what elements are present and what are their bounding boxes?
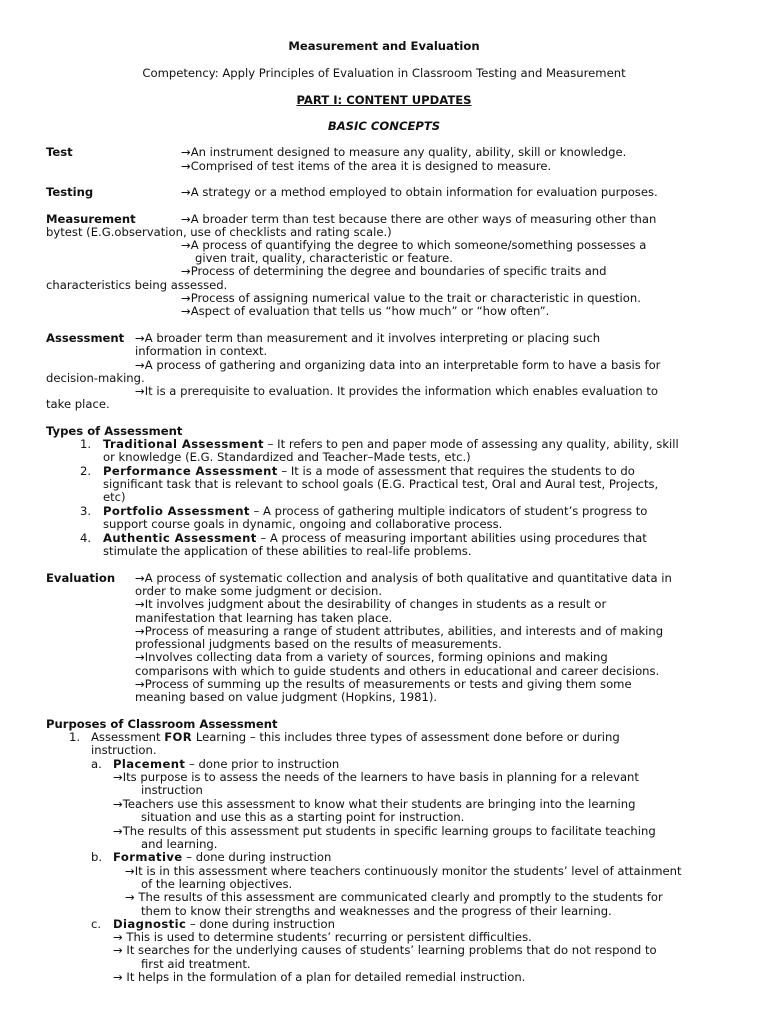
list-item bbox=[103, 504, 647, 518]
part-heading: PART I: CONTENT UPDATES bbox=[296, 93, 472, 107]
type-text: – It refers to pen and paper mode of assessing any quality, ability, skill bbox=[264, 437, 679, 451]
sub-desc: – done during instruction bbox=[186, 917, 335, 931]
formative-line: → The results of this assessment are communicated clearly and promptly to the students for bbox=[125, 890, 663, 904]
type-text: – It is a mode of assessment that requires the students to do bbox=[277, 464, 635, 478]
type-name: Portfolio Assessment bbox=[103, 504, 250, 518]
evaluation-line: meaning based on value judgment (Hopkins, 1981). bbox=[135, 690, 438, 704]
diagnostic-line: first aid treatment. bbox=[141, 957, 251, 971]
evaluation-line: →Process of measuring a range of student attributes, abilities, and interests and of making bbox=[135, 624, 664, 638]
purposes-heading: Purposes of Classroom Assessment bbox=[46, 717, 278, 731]
type-text-cont: or knowledge (E.G. Standardized and Teacher–Made tests, etc.) bbox=[103, 450, 471, 464]
purpose-item bbox=[91, 730, 620, 744]
sub-item-placement bbox=[113, 757, 339, 771]
placement-line: →Its purpose is to assess the needs of the learners to have basis in planning for a relevant bbox=[113, 770, 639, 784]
purpose-pre: Assessment bbox=[91, 730, 165, 744]
sub-letter: b. bbox=[91, 850, 103, 864]
measurement-line: characteristics being assessed. bbox=[46, 278, 228, 292]
sub-desc: – done prior to instruction bbox=[185, 757, 340, 771]
list-number: 4. bbox=[80, 531, 92, 545]
sub-desc: – done during instruction bbox=[182, 850, 332, 864]
type-name: Performance Assessment bbox=[103, 464, 278, 478]
diagnostic-line: → This is used to determine students’ recurring or persistent difficulties. bbox=[113, 930, 532, 944]
type-name: Traditional Assessment bbox=[103, 437, 264, 451]
measurement-line: →Process of assigning numerical value to the trait or characteristic in question. bbox=[181, 291, 641, 305]
evaluation-line: →A process of systematic collection and analysis of both qualitative and quantitative data in bbox=[135, 571, 672, 585]
basic-concepts-heading: BASIC CONCEPTS bbox=[327, 119, 441, 133]
type-name: Authentic Assessment bbox=[103, 531, 257, 545]
sub-letter: a. bbox=[91, 757, 102, 771]
test-line: →An instrument designed to measure any quality, ability, skill or knowledge. bbox=[181, 145, 627, 159]
placement-line: and learning. bbox=[141, 837, 218, 851]
list-item bbox=[103, 437, 679, 451]
assessment-line: →It is a prerequisite to evaluation. It provides the information which enables evaluation to bbox=[135, 384, 658, 398]
types-heading: Types of Assessment bbox=[46, 424, 183, 438]
sub-letter: c. bbox=[91, 917, 102, 931]
diagnostic-line: → It searches for the underlying causes of students’ learning problems that do not respond to bbox=[113, 943, 657, 957]
measurement-line: →A broader term than test because there are other ways of measuring other than bbox=[181, 212, 657, 226]
sub-item-formative bbox=[113, 850, 331, 864]
placement-line: instruction bbox=[141, 783, 203, 797]
type-text-cont: significant task that is relevant to school goals (E.G. Practical test, Oral and Aural test, Projects, bbox=[103, 477, 659, 491]
term-evaluation: Evaluation bbox=[46, 571, 116, 585]
list-item bbox=[103, 531, 647, 545]
measurement-line: →A process of quantifying the degree to which someone/something possesses a bbox=[181, 238, 647, 252]
assessment-line: decision-making. bbox=[46, 371, 145, 385]
term-measurement: Measurement bbox=[46, 212, 136, 226]
list-item bbox=[103, 464, 635, 478]
term-testing: Testing bbox=[46, 185, 94, 199]
assessment-line: information in context. bbox=[135, 344, 268, 358]
type-text-cont: support course goals in dynamic, ongoing and collaborative process. bbox=[103, 517, 503, 531]
measurement-line: given trait, quality, characteristic or feature. bbox=[195, 251, 453, 265]
sub-name: Placement bbox=[113, 757, 186, 771]
type-text-cont: stimulate the application of these abilities to real-life problems. bbox=[103, 544, 472, 558]
type-text-cont: etc) bbox=[103, 490, 126, 504]
purpose-cont: instruction. bbox=[91, 743, 157, 757]
sub-name: Diagnostic bbox=[113, 917, 187, 931]
list-number: 3. bbox=[80, 504, 92, 518]
assessment-line: take place. bbox=[46, 397, 110, 411]
evaluation-line: →It involves judgment about the desirability of changes in students as a result or bbox=[135, 597, 607, 611]
formative-line: them to know their strengths and weaknesses and the progress of their learning. bbox=[141, 904, 612, 918]
list-number: 1. bbox=[80, 437, 92, 451]
term-assessment: Assessment bbox=[46, 331, 125, 345]
evaluation-line: order to make some judgment or decision. bbox=[135, 584, 383, 598]
assessment-line: →A process of gathering and organizing data into an interpretable form to have a basis for bbox=[135, 358, 661, 372]
evaluation-line: manifestation that learning has taken place. bbox=[135, 611, 393, 625]
type-text: – A process of measuring important abilities using procedures that bbox=[256, 531, 647, 545]
type-text: – A process of gathering multiple indicators of student’s progress to bbox=[249, 504, 648, 518]
evaluation-line: →Process of summing up the results of measurements or tests and giving them some bbox=[135, 677, 632, 691]
sub-name: Formative bbox=[113, 850, 183, 864]
sub-item-diagnostic bbox=[113, 917, 335, 931]
formative-line: of the learning objectives. bbox=[141, 877, 293, 891]
diagnostic-line: → It helps in the formulation of a plan for detailed remedial instruction. bbox=[113, 970, 526, 984]
measurement-line: →Aspect of evaluation that tells us “how much” or “how often”. bbox=[181, 304, 550, 318]
placement-line: →Teachers use this assessment to know what their students are bringing into the learning bbox=[113, 797, 636, 811]
document-title: Measurement and Evaluation bbox=[288, 39, 480, 53]
purpose-post: Learning – this includes three types of assessment done before or during bbox=[192, 730, 620, 744]
competency-line: Competency: Apply Principles of Evaluation in Classroom Testing and Measurement bbox=[142, 66, 626, 80]
assessment-line: →A broader term than measurement and it involves interpreting or placing such bbox=[135, 331, 601, 345]
placement-line: →The results of this assessment put students in specific learning groups to facilitate teaching bbox=[113, 824, 656, 838]
placement-line: situation and use this as a starting point for instruction. bbox=[141, 810, 465, 824]
evaluation-line: professional judgments based on the results of measurements. bbox=[135, 637, 502, 651]
evaluation-line: comparisons with which to guide students and others in educational and career decisions. bbox=[135, 664, 660, 678]
measurement-line: bytest (E.G.observation, use of checklists and rating scale.) bbox=[46, 225, 392, 239]
list-number: 2. bbox=[80, 464, 92, 478]
purpose-bold: FOR bbox=[164, 730, 193, 744]
test-line: →Comprised of test items of the area it is designed to measure. bbox=[181, 159, 552, 173]
evaluation-line: →Involves collecting data from a variety of sources, forming opinions and making bbox=[135, 650, 608, 664]
list-number: 1. bbox=[69, 730, 81, 744]
formative-line: →It is in this assessment where teachers continuously monitor the students’ level of attainment bbox=[125, 864, 682, 878]
term-test: Test bbox=[46, 145, 73, 159]
testing-line: →A strategy or a method employed to obtain information for evaluation purposes. bbox=[181, 185, 658, 199]
measurement-line: →Process of determining the degree and boundaries of specific traits and bbox=[181, 264, 607, 278]
